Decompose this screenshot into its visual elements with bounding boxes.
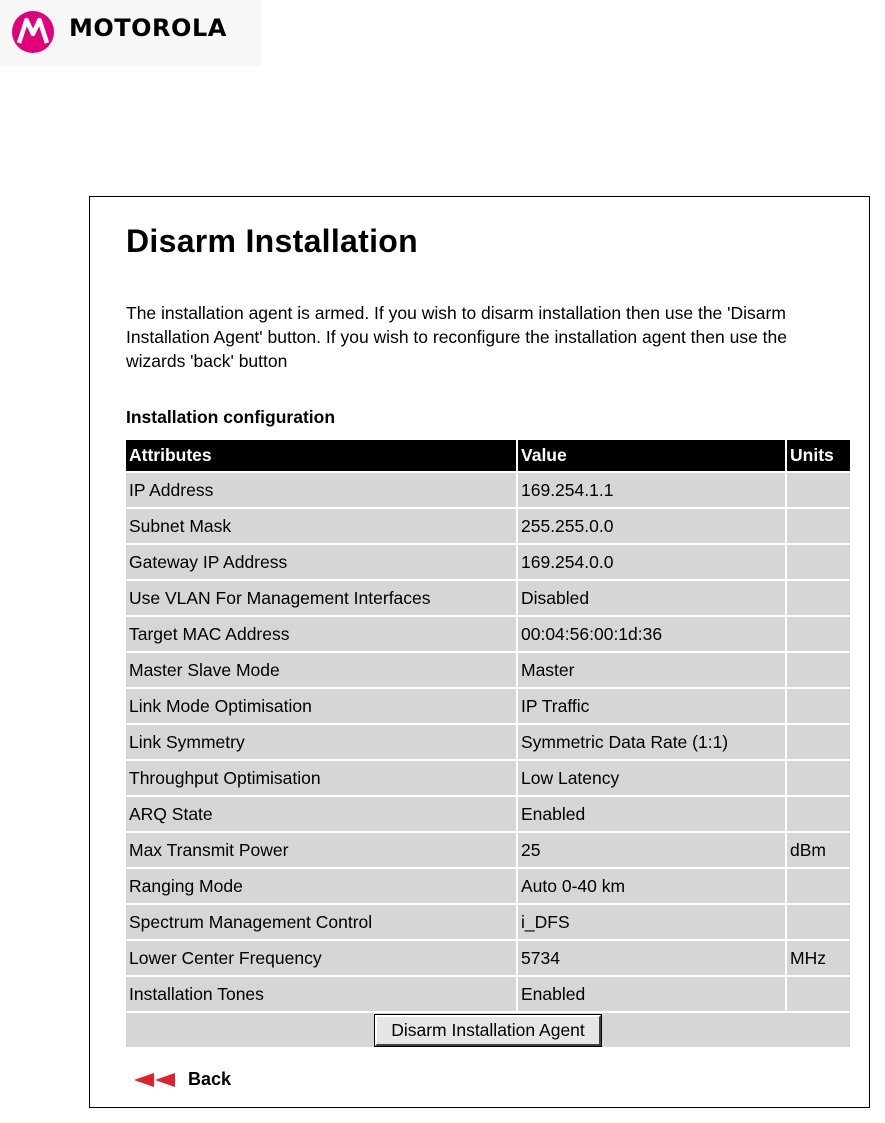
table-row: [126, 833, 850, 867]
wizard-frame: [89, 196, 870, 1108]
attribute-cell: Installation Tones: [126, 977, 516, 1011]
attribute-cell: Max Transmit Power: [126, 833, 516, 867]
units-cell: [787, 725, 850, 759]
value-cell: Master: [518, 653, 785, 687]
brand-name: MOTOROLA: [69, 14, 227, 42]
header-logo-bar: [0, 0, 262, 66]
column-header-attributes: Attributes: [126, 440, 516, 471]
attribute-cell: Spectrum Management Control: [126, 905, 516, 939]
value-cell: 255.255.0.0: [518, 509, 785, 543]
units-cell: [787, 473, 850, 507]
column-header-units: Units: [787, 440, 850, 471]
motorola-logo-icon: [11, 10, 55, 54]
units-cell: MHz: [787, 941, 850, 975]
attribute-cell: Subnet Mask: [126, 509, 516, 543]
table-header-row: [126, 440, 850, 471]
table-row: [126, 869, 850, 903]
attribute-cell: Lower Center Frequency: [126, 941, 516, 975]
value-cell: IP Traffic: [518, 689, 785, 723]
table-row: [126, 797, 850, 831]
value-cell: 169.254.0.0: [518, 545, 785, 579]
table-row: [126, 473, 850, 507]
units-cell: [787, 581, 850, 615]
value-cell: 5734: [518, 941, 785, 975]
page-title: Disarm Installation: [126, 223, 418, 259]
value-cell: 25: [518, 833, 785, 867]
units-cell: [787, 869, 850, 903]
value-cell: 169.254.1.1: [518, 473, 785, 507]
table-row: [126, 689, 850, 723]
value-cell: Auto 0-40 km: [518, 869, 785, 903]
attribute-cell: Gateway IP Address: [126, 545, 516, 579]
attribute-cell: Ranging Mode: [126, 869, 516, 903]
units-cell: [787, 905, 850, 939]
units-cell: [787, 509, 850, 543]
value-cell: 00:04:56:00:1d:36: [518, 617, 785, 651]
value-cell: Disabled: [518, 581, 785, 615]
units-cell: [787, 545, 850, 579]
attribute-cell: IP Address: [126, 473, 516, 507]
attribute-cell: Throughput Optimisation: [126, 761, 516, 795]
section-title: Installation configuration: [126, 407, 336, 427]
table-row: [126, 941, 850, 975]
table-row: [126, 725, 850, 759]
table-row: [126, 977, 850, 1011]
units-cell: dBm: [787, 833, 850, 867]
value-cell: Enabled: [518, 977, 785, 1011]
installation-config-table: [124, 438, 852, 1049]
value-cell: Enabled: [518, 797, 785, 831]
units-cell: [787, 797, 850, 831]
table-row: [126, 653, 850, 687]
attribute-cell: Use VLAN For Management Interfaces: [126, 581, 516, 615]
table-row: [126, 905, 850, 939]
attribute-cell: ARQ State: [126, 797, 516, 831]
back-label: Back: [188, 1069, 232, 1089]
value-cell: Symmetric Data Rate (1:1): [518, 725, 785, 759]
attribute-cell: Target MAC Address: [126, 617, 516, 651]
units-cell: [787, 653, 850, 687]
attribute-cell: Link Mode Optimisation: [126, 689, 516, 723]
table-row: [126, 509, 850, 543]
double-left-arrow-icon: [134, 1072, 176, 1088]
table-row: [126, 617, 850, 651]
units-cell: [787, 977, 850, 1011]
value-cell: Low Latency: [518, 761, 785, 795]
units-cell: [787, 761, 850, 795]
table-row: [126, 545, 850, 579]
intro-text: The installation agent is armed. If you wish to disarm installation then use the 'Disarm Installation Agent' button. If you wish to reconfigure the installation agent then use the wizards 'back' button: [126, 303, 788, 371]
table-row: [126, 761, 850, 795]
attribute-cell: Link Symmetry: [126, 725, 516, 759]
disarm-installation-agent-button[interactable]: Disarm Installation Agent: [375, 1015, 601, 1046]
units-cell: [787, 689, 850, 723]
table-row: [126, 581, 850, 615]
button-cell: [126, 1013, 850, 1047]
button-row: [126, 1013, 850, 1047]
attribute-cell: Master Slave Mode: [126, 653, 516, 687]
value-cell: i_DFS: [518, 905, 785, 939]
units-cell: [787, 617, 850, 651]
column-header-value: Value: [518, 440, 785, 471]
back-link[interactable]: [134, 1069, 231, 1090]
